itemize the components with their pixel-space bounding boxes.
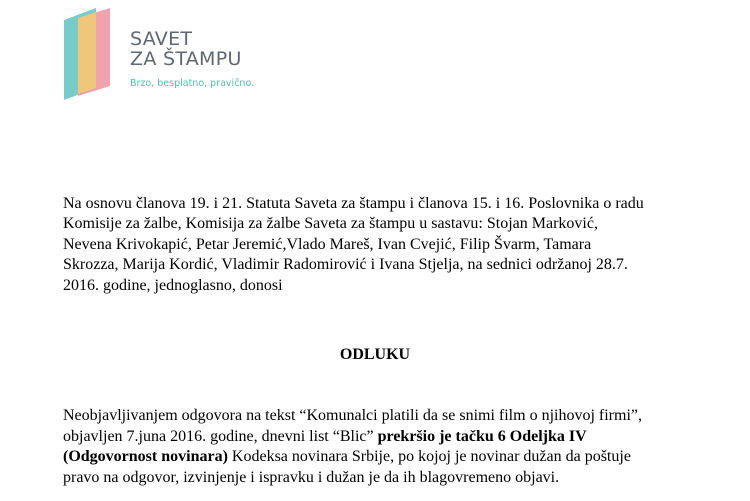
logo-name-line1: SAVET bbox=[130, 28, 193, 50]
logo-tagline: Brzo, besplatno, pravično. bbox=[130, 78, 255, 89]
intro-line-2: Komisije za žalbe, Komisija za žalbe Saveta za štampu u sastavu: Stojan Marković, bbox=[63, 215, 598, 232]
intro-line-1: Na osnovu članova 19. i 21. Statuta Saveta za štampu i članova 15. i 16. Poslovnika o radu bbox=[63, 195, 644, 212]
decision-line-1: Neobjavljivanjem odgovora na tekst “Komunalci platili da se snimi film o njihovoj firmi”, bbox=[63, 407, 642, 424]
intro-line-3: Nevena Krivokapić, Petar Jeremić,Vlado Mareš, Ivan Cvejić, Filip Švarm, Tamara bbox=[63, 236, 592, 253]
decision-line-3-text: Kodeksa novinara Srbije, po kojoj je novinar dužan da poštuje bbox=[227, 448, 631, 465]
decision-line-4: pravo na odgovor, izvinjenje i ispravku i dužan je da ih blagovremeno objavi. bbox=[63, 469, 560, 486]
logo-name-line2: ZA ŠTAMPU bbox=[130, 48, 242, 70]
decision-line-3 bbox=[63, 447, 631, 467]
intro-line-4: Skrozza, Marija Kordić, Vladimir Radomirović i Ivana Stjelja, na sednici održanoj 28.7. bbox=[63, 256, 628, 273]
decision-heading: ODLUKU bbox=[339, 346, 411, 363]
decision-line-2-bold: prekršio je tačku 6 Odeljka IV bbox=[377, 428, 587, 445]
decision-line-3-bold: (Odgovornost novinara) bbox=[63, 448, 228, 465]
decision-line-2-text: objavljen 7.juna 2016. godine, dnevni list “Blic” bbox=[63, 428, 378, 445]
decision-line-2 bbox=[63, 427, 587, 447]
intro-line-5: 2016. godine, jednoglasno, donosi bbox=[63, 277, 283, 294]
